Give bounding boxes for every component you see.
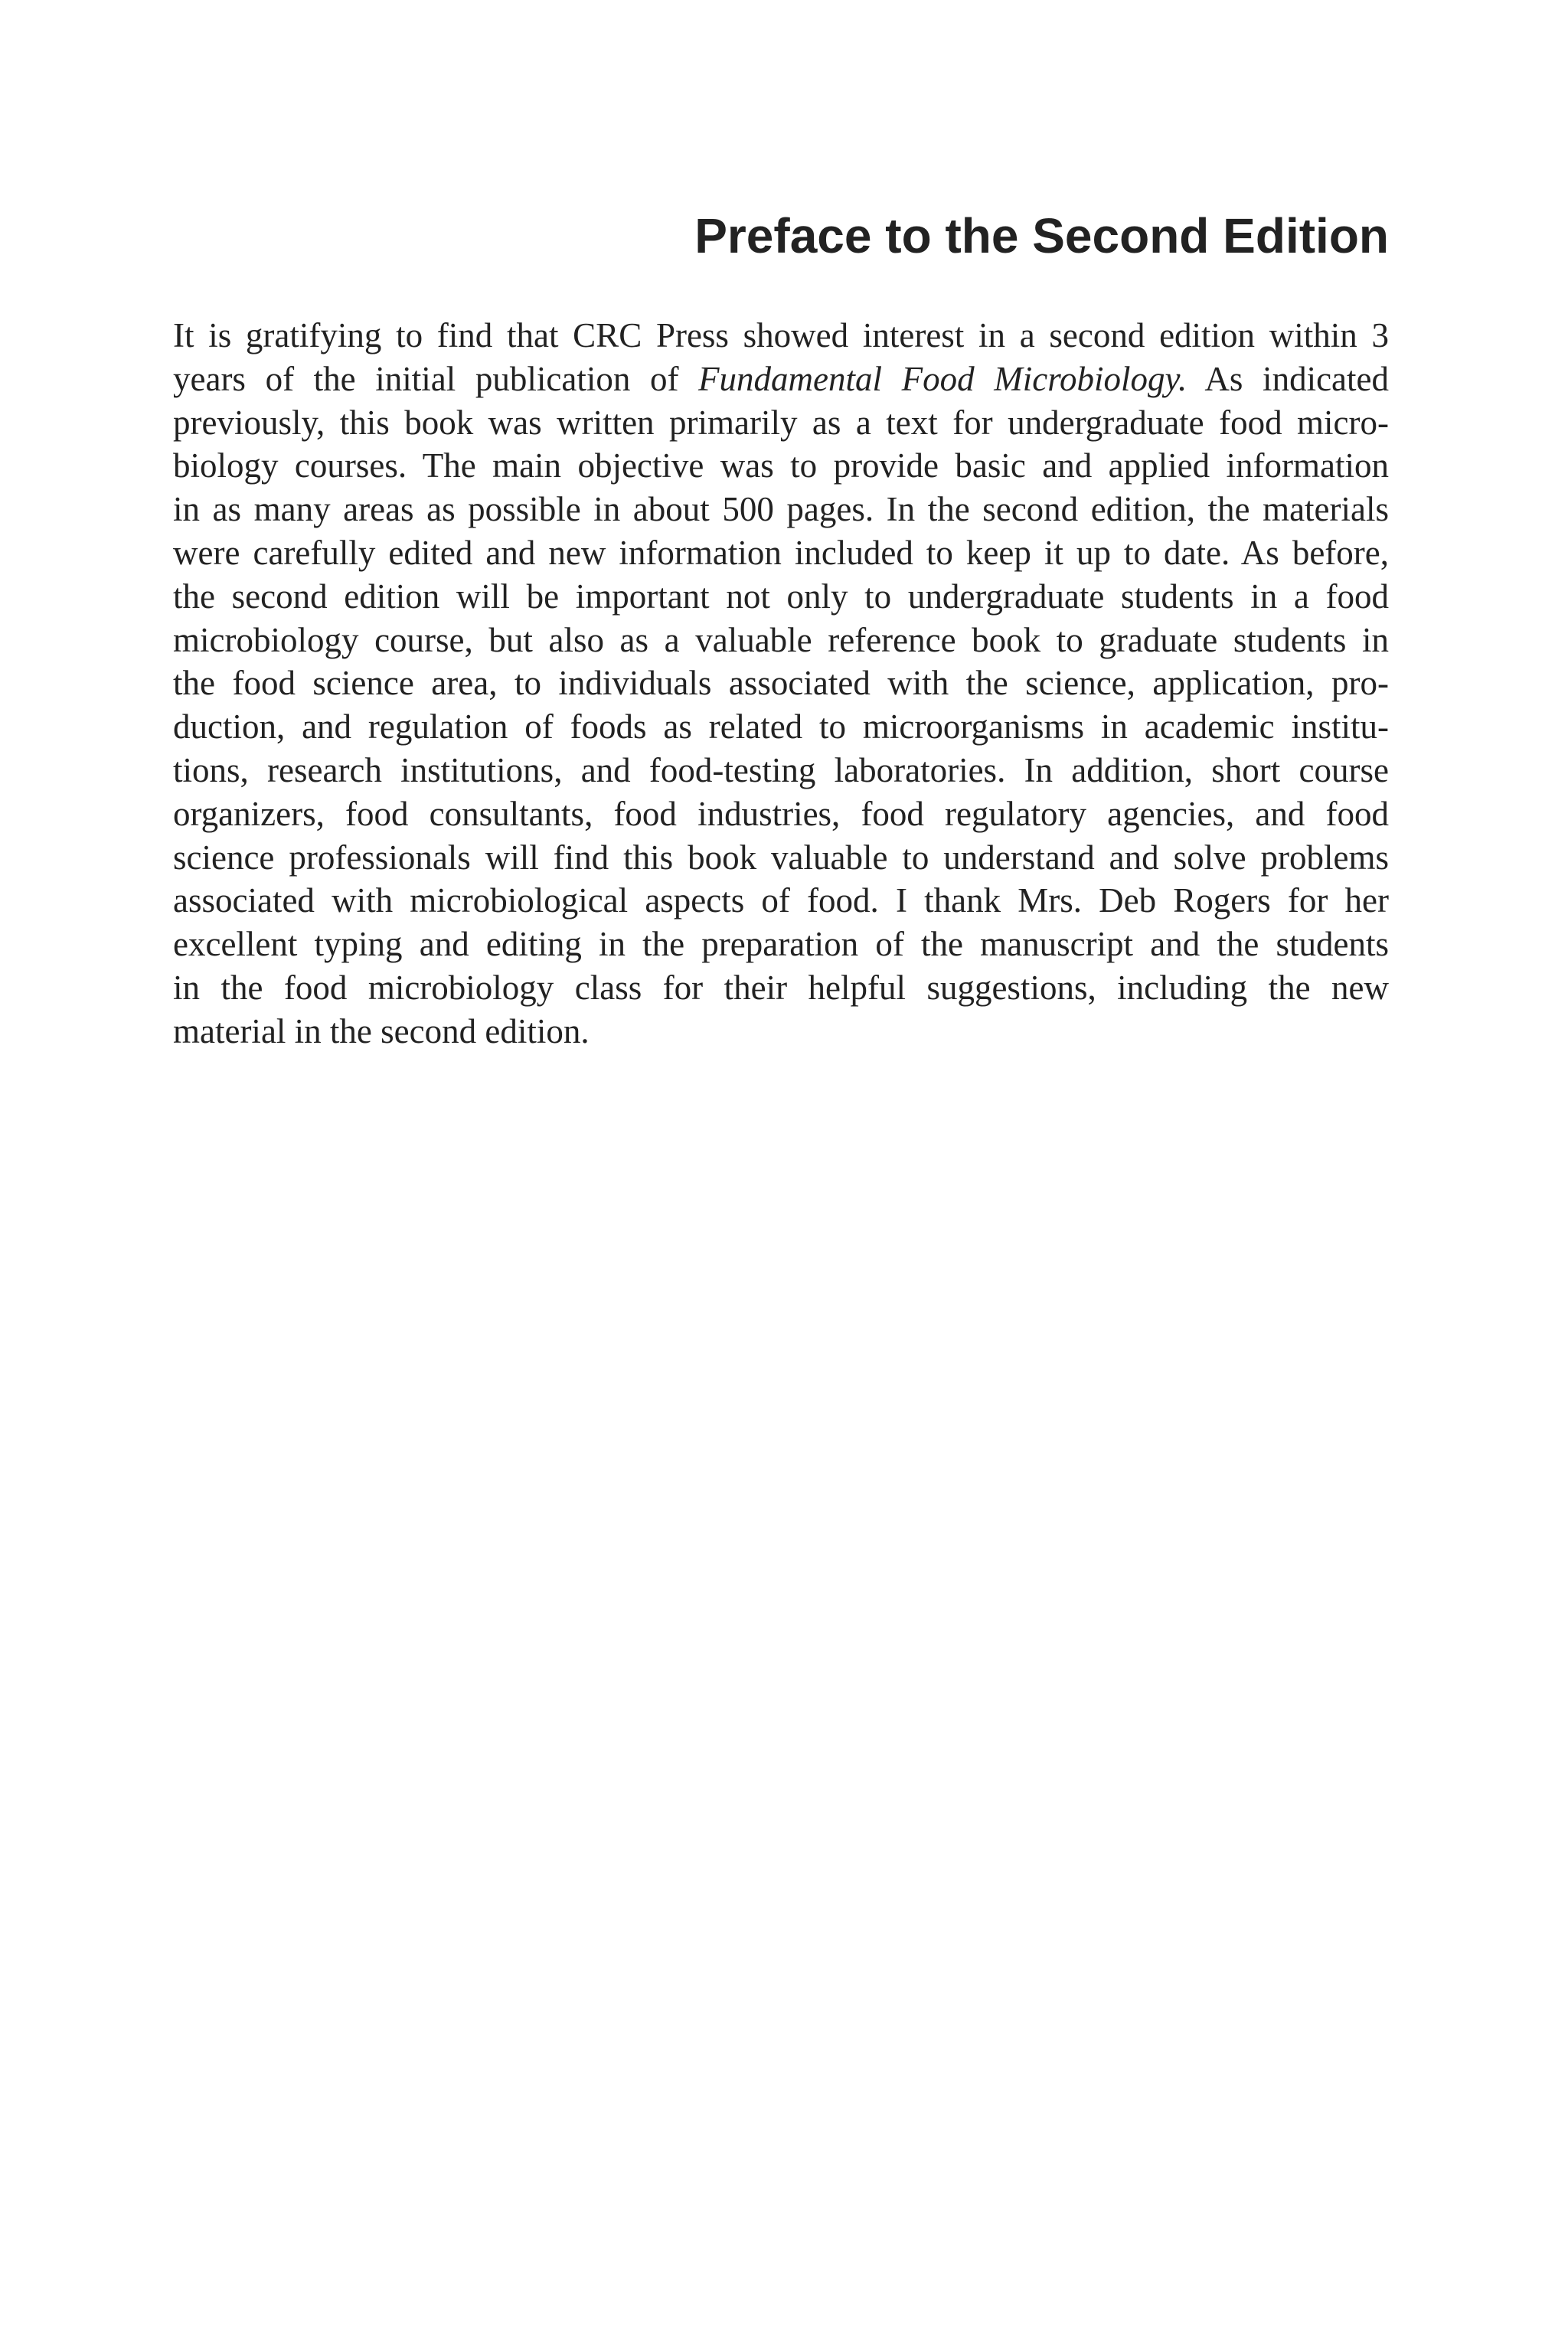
book-title: Fundamental Food Microbiology. xyxy=(698,359,1187,398)
paragraph-line: microbiology course, but also as a valuable reference book to graduate students in xyxy=(173,620,1389,659)
line-text: years of the initial publication of xyxy=(173,359,699,398)
paragraph-line xyxy=(173,358,1389,401)
paragraph-line: were carefully edited and new information included to keep it up to date. As before, xyxy=(173,533,1389,572)
paragraph-line: excellent typing and editing in the preparation of the manuscript and the students xyxy=(173,925,1389,964)
paragraph-line: in the food microbiology class for their helpful suggestions, including the new xyxy=(173,968,1389,1007)
paragraph-line: tions, research institutions, and food-testing laboratories. In addition, short course xyxy=(173,750,1389,789)
paragraph-line: in as many areas as possible in about 500 pages. In the second edition, the materials xyxy=(173,490,1389,529)
line-text: As indicated xyxy=(1187,359,1389,398)
paragraph-line: material in the second edition. xyxy=(173,1011,590,1050)
paragraph-line: the food science area, to individuals associated with the science, application, pro- xyxy=(173,664,1389,703)
paragraph-line: previously, this book was written primarily as a text for undergraduate food micro- xyxy=(173,403,1389,442)
preface-paragraph xyxy=(173,314,1389,1054)
paragraph-line: It is gratifying to find that CRC Press showed interest in a second edition within 3 xyxy=(173,316,1389,354)
paragraph-line: science professionals will find this book valuable to understand and solve problems xyxy=(173,838,1389,877)
page-title: Preface to the Second Edition xyxy=(694,208,1389,263)
paragraph-line: the second edition will be important not only to undergraduate students in a food xyxy=(173,577,1389,616)
paragraph-line: associated with microbiological aspects of food. I thank Mrs. Deb Rogers for her xyxy=(173,881,1389,920)
paragraph-line: duction, and regulation of foods as related to microorganisms in academic institu- xyxy=(173,707,1389,746)
paragraph-line: biology courses. The main objective was to provide basic and applied information xyxy=(173,446,1389,485)
paragraph-line: organizers, food consultants, food industries, food regulatory agencies, and food xyxy=(173,794,1389,833)
